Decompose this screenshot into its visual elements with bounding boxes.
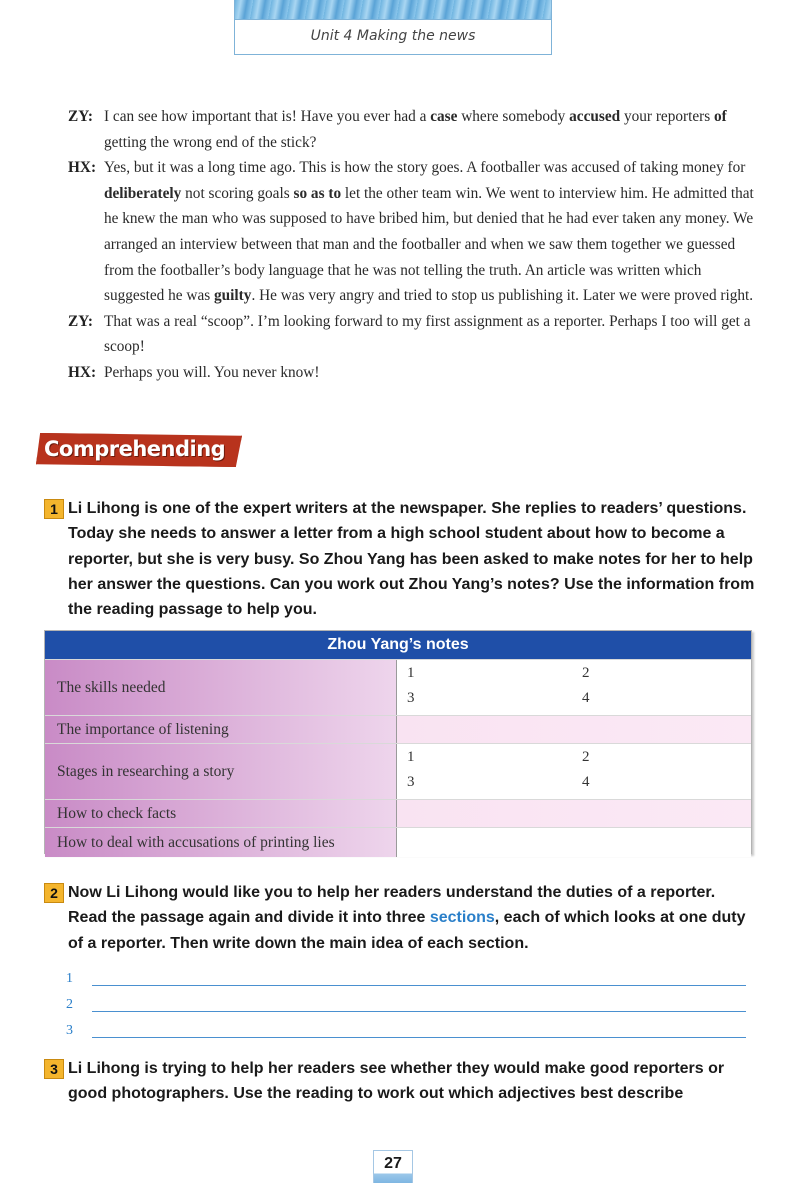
section-title: Comprehending: [44, 437, 226, 461]
blank-number: 4: [582, 690, 590, 706]
question-2: [44, 880, 756, 956]
keyword: so as to: [293, 184, 342, 202]
question-number-badge: 3: [44, 1059, 64, 1079]
dialogue-turn: [68, 104, 754, 155]
page-number-tab: [373, 1150, 413, 1183]
answer-line-number: 3: [66, 1023, 73, 1038]
notes-row-label: The skills needed: [45, 660, 397, 715]
text-segment: your reporters: [620, 108, 715, 125]
notes-answer-cell[interactable]: [397, 660, 751, 715]
speaker-label: HX:: [68, 363, 97, 381]
unit-title: Unit 4 Making the news: [310, 28, 476, 44]
answer-rule: [92, 985, 746, 986]
keyword: deliberately: [104, 184, 182, 202]
dialogue-turn: [68, 155, 754, 309]
question-1: [44, 496, 756, 622]
text-segment: . He was very angry and tried to stop us publishing it. Later we were proved right.: [251, 287, 754, 305]
question-number-badge: 2: [44, 883, 64, 903]
highlighted-word: sections: [429, 909, 495, 927]
notes-table-row: [45, 799, 751, 827]
notes-row-label: Stages in researching a story: [45, 744, 397, 799]
blank-number: 4: [582, 774, 590, 790]
blank-number: 2: [582, 665, 590, 681]
page-number: 27: [384, 1155, 402, 1172]
notes-row-label: The importance of listening: [45, 716, 397, 743]
notes-table-row: [45, 743, 751, 799]
keyword: of: [714, 108, 727, 125]
question-text: [68, 880, 756, 956]
question-text: Li Lihong is one of the expert writers at the newspaper. She replies to readers’ questions. Today she needs to answer a letter from a high school student about how to become a reporter, but she is very busy. So Zhou Yang has been asked to make notes for her to help her answer the questions. Can you work out Zhou Yang’s notes? Use the information from the reading passage to help you.: [68, 500, 755, 619]
answer-line-number: 2: [66, 997, 73, 1012]
dialogue-text: [104, 155, 754, 309]
notes-table-row: [45, 827, 751, 857]
blank-number: 3: [407, 774, 415, 790]
blank-number: 1: [407, 749, 415, 765]
dialogue-text: [104, 104, 754, 155]
keyword: accused: [569, 108, 621, 125]
dialogue-block: [68, 104, 754, 386]
question-number-badge: 1: [44, 499, 64, 519]
text-segment: getting the wrong end of the stick?: [104, 133, 317, 151]
speaker-label: HX:: [68, 159, 97, 177]
blank-number: 2: [582, 749, 590, 765]
answer-rule: [92, 1037, 746, 1038]
speaker-label: ZY:: [68, 312, 93, 330]
answer-line[interactable]: [66, 997, 746, 1017]
notes-row-label: How to deal with accusations of printing lies: [45, 828, 397, 857]
question-text-part: Now Li Lihong would like you to help her readers understand the duties of a reporter. Read the passage again and divide it into three: [68, 884, 716, 927]
text-segment: let the other team win. We went to interview him. He admitted that he knew the man who was supposed to have bribed him, but denied that he had ever taken any money. We arranged an interview between that man and the footballer and when we saw them together we guessed from the footballer’s body language that he was not telling the truth. An article was written which suggested he was: [104, 184, 754, 305]
speaker-label: ZY:: [68, 108, 93, 125]
text-segment: where somebody: [457, 108, 570, 125]
text-segment: Yes, but it was a long time ago. This is how the story goes. A footballer was accused of taking money for: [104, 159, 746, 177]
dialogue-turn: [68, 360, 754, 386]
question-3: [44, 1056, 756, 1107]
notes-table-row: [45, 659, 751, 715]
dialogue-text: [104, 309, 754, 360]
keyword: case: [430, 108, 458, 125]
blank-number: 3: [407, 690, 415, 706]
notes-table-row: [45, 715, 751, 743]
answer-line[interactable]: [66, 1023, 746, 1043]
notes-answer-cell[interactable]: [397, 744, 751, 799]
dialogue-text: [104, 360, 754, 386]
dialogue-turn: [68, 309, 754, 360]
text-segment: not scoring goals: [181, 184, 294, 202]
section-banner: [36, 427, 244, 473]
notes-table: [44, 630, 752, 854]
answer-line[interactable]: [66, 971, 746, 991]
answer-rule: [92, 1011, 746, 1012]
keyword: guilty: [214, 287, 252, 305]
unit-header: [234, 0, 552, 55]
notes-answer-cell[interactable]: [397, 828, 751, 857]
header-wave-decoration: [235, 0, 551, 20]
question-text-part: , each of which looks at one duty of a reporter. Then write down the main idea of each section.: [68, 909, 746, 952]
notes-table-title: Zhou Yang’s notes: [45, 631, 751, 659]
answer-line-number: 1: [66, 971, 73, 986]
question-text: Li Lihong is trying to help her readers see whether they would make good reporters or good photographers. Use the reading to work out which adjectives best describe: [68, 1060, 725, 1103]
notes-answer-cell[interactable]: [397, 800, 751, 827]
notes-row-label: How to check facts: [45, 800, 397, 827]
notes-answer-cell[interactable]: [397, 716, 751, 743]
text-segment: I can see how important that is! Have you ever had a: [104, 108, 431, 125]
text-segment: Perhaps you will. You never know!: [104, 363, 320, 381]
text-segment: That was a real “scoop”. I’m looking forward to my first assignment as a reporter. Perhaps I too will get a scoop!: [104, 312, 751, 356]
blank-number: 1: [407, 665, 415, 681]
